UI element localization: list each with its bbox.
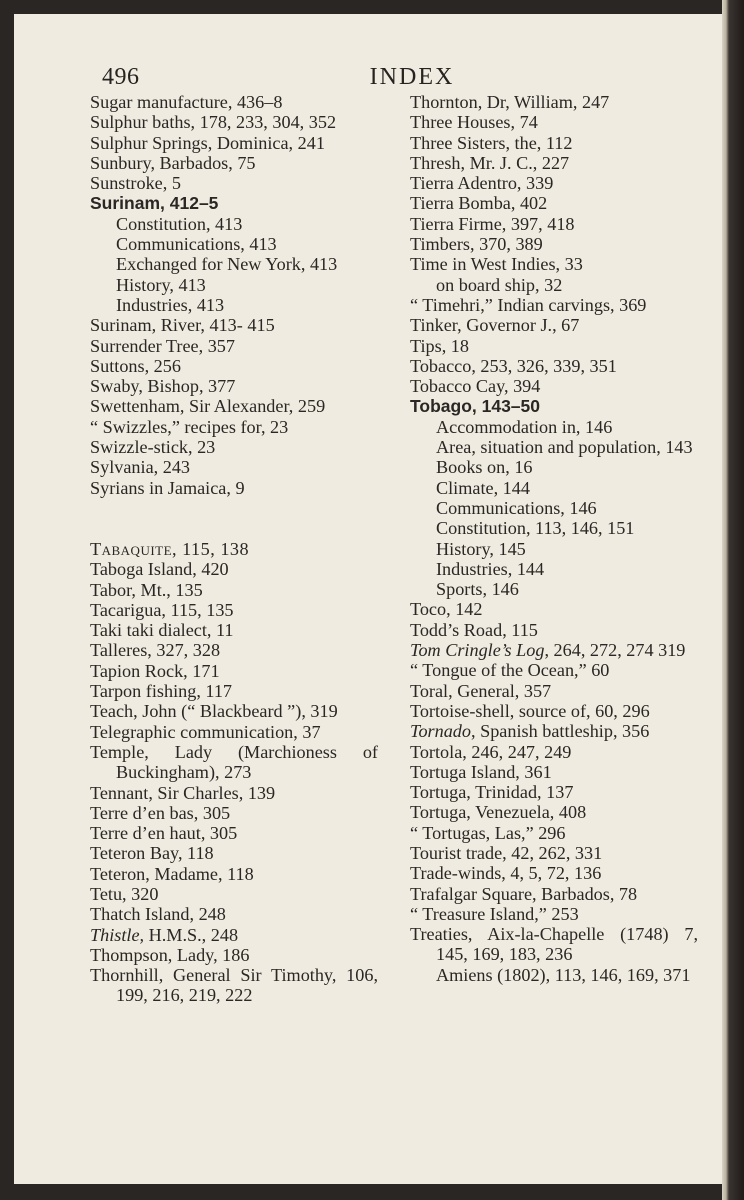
index-entry: Tobacco, 253, 326, 339, 351 — [410, 355, 617, 376]
index-column-right — [410, 92, 698, 985]
index-entry: Thresh, Mr. J. C., 227 — [410, 152, 570, 173]
index-entry: Talleres, 327, 328 — [90, 640, 221, 661]
index-entry — [410, 721, 698, 741]
index-entry — [90, 925, 378, 945]
index-entry: Teach, John (“ Blackbeard ”), 319 — [90, 701, 338, 722]
index-subentry: Books on, 16 — [436, 457, 533, 478]
index-entry: Tabor, Mt., 135 — [90, 579, 203, 600]
index-subentry: Exchanged for New York, 413 — [116, 254, 338, 275]
index-entry: “ Swizzles,” recipes for, 23 — [90, 416, 289, 437]
index-entry: Tourist trade, 42, 262, 331 — [410, 842, 603, 863]
index-entry: Toral, General, 357 — [410, 680, 552, 701]
index-entry: Taboga Island, 420 — [90, 559, 229, 580]
index-entry: Time in West Indies, 33 — [410, 254, 583, 275]
index-entry: Three Houses, 74 — [410, 112, 538, 133]
index-entry: Terre d’en bas, 305 — [90, 802, 231, 823]
index-subentry: Amiens (1802), 113, 146, 169, 371 — [436, 964, 691, 985]
entry-pages: , 264, 272, 274 319 — [544, 640, 686, 661]
index-entry: Sunbury, Barbados, 75 — [90, 152, 256, 173]
index-entry: Tierra Adentro, 339 — [410, 173, 554, 194]
index-heading-bold: Surinam, 412–5 — [90, 193, 219, 214]
index-entry: Tobacco Cay, 394 — [410, 376, 541, 397]
index-subentry: Communications, 146 — [436, 497, 597, 518]
index-subentry: on board ship, 32 — [436, 274, 563, 295]
index-entry: Sugar manufacture, 436–8 — [90, 92, 283, 112]
index-entry: Tortuga, Venezuela, 408 — [410, 802, 587, 823]
book-spine-edge — [722, 0, 744, 1200]
index-heading-bold: Tobago, 143–50 — [410, 396, 541, 417]
index-entry: Timbers, 370, 389 — [410, 234, 543, 255]
index-entry: Treaties, Aix-la-Chapelle (1748) 7, 145, 169, 183, 236 — [410, 924, 698, 965]
index-entry: Tortoise-shell, source of, 60, 296 — [410, 700, 650, 721]
index-entry: Taki taki dialect, 11 — [90, 620, 234, 641]
index-entry: “ Tortugas, Las,” 296 — [410, 822, 566, 843]
page-title: INDEX — [369, 64, 455, 90]
index-entry: “ Tongue of the Ocean,” 60 — [410, 660, 610, 681]
index-entry: Teteron Bay, 118 — [90, 843, 214, 864]
index-entry: Tortuga, Trinidad, 137 — [410, 782, 574, 803]
index-entry: Tortola, 246, 247, 249 — [410, 741, 572, 762]
entry-pages: , Spanish battleship, 356 — [471, 721, 650, 742]
index-entry: Sunstroke, 5 — [90, 173, 181, 194]
index-entry: Tortuga Island, 361 — [410, 761, 552, 782]
section-gap — [90, 498, 378, 539]
index-entry: Sylvania, 243 — [90, 457, 191, 478]
index-entry: Swettenham, Sir Alexander, 259 — [90, 396, 326, 417]
index-entry: “ Treasure Island,” 253 — [410, 903, 579, 924]
index-entry: Tierra Firme, 397, 418 — [410, 213, 575, 234]
index-subentry: Accommodation in, 146 — [436, 416, 613, 437]
book-title-italic: Tom Cringle’s Log — [410, 640, 545, 661]
index-entry: Terre d’en haut, 305 — [90, 823, 238, 844]
index-subentry: Climate, 144 — [436, 477, 530, 498]
index-subentry: Sports, 146 — [436, 579, 519, 600]
index-subentry: History, 145 — [436, 538, 526, 559]
index-entry: Trafalgar Square, Barbados, 78 — [410, 883, 638, 904]
index-entry: Three Sisters, the, 112 — [410, 132, 573, 153]
index-entry: Thornhill, General Sir Timothy, 106, 199, 216, 219, 222 — [90, 965, 378, 1006]
ship-name-italic: Tornado — [410, 721, 471, 742]
index-column-left — [90, 92, 378, 1006]
index-entry: Toco, 142 — [410, 599, 483, 620]
index-entry: Temple, Lady (Marchioness of Buckingham), 273 — [90, 741, 378, 783]
ship-name-italic: Thistle, — [90, 924, 145, 945]
index-subentry: Constitution, 413 — [116, 213, 243, 234]
index-entry: Surinam, River, 413- 415 — [90, 315, 275, 336]
index-entry: Tips, 18 — [410, 335, 469, 356]
index-subentry: Communications, 413 — [116, 234, 277, 255]
index-entry: Tarpon fishing, 117 — [90, 681, 233, 702]
index-entry: Syrians in Jamaica, 9 — [90, 477, 245, 498]
index-entry: Trade-winds, 4, 5, 72, 136 — [410, 863, 602, 884]
index-entry: Thatch Island, 248 — [90, 904, 226, 925]
entry-pages: H.M.S., 248 — [144, 924, 239, 945]
index-entry: Swaby, Bishop, 377 — [90, 376, 236, 397]
index-subentry: Industries, 413 — [116, 294, 225, 315]
index-entry: Tierra Bomba, 402 — [410, 193, 548, 214]
index-entry: Telegraphic communication, 37 — [90, 721, 321, 742]
index-subentry: Area, situation and population, 143 — [436, 437, 693, 458]
index-entry: Tennant, Sir Charles, 139 — [90, 782, 276, 803]
index-subentry: Industries, 144 — [436, 558, 545, 579]
index-entry: “ Timehri,” Indian carvings, 369 — [410, 294, 647, 315]
index-entry: Teteron, Madame, 118 — [90, 863, 254, 884]
index-entry: Thompson, Lady, 186 — [90, 944, 250, 965]
index-section-start: Tabaquite, 115, 138 — [90, 538, 250, 559]
index-entry: Surrender Tree, 357 — [90, 335, 235, 356]
index-entry: Tetu, 320 — [90, 883, 159, 904]
index-entry: Suttons, 256 — [90, 355, 181, 376]
index-subentry: Constitution, 113, 146, 151 — [436, 518, 635, 539]
index-entry: Todd’s Road, 115 — [410, 619, 538, 640]
index-entry: Thornton, Dr, William, 247 — [410, 92, 610, 112]
index-entry: Tapion Rock, 171 — [90, 660, 220, 681]
index-entry: Sulphur Springs, Dominica, 241 — [90, 132, 325, 153]
index-entry — [410, 640, 698, 660]
index-entry: Tinker, Governor J., 67 — [410, 315, 580, 336]
index-entry: Swizzle-stick, 23 — [90, 437, 216, 458]
index-subentry: History, 413 — [116, 274, 206, 295]
index-entry: Tacarigua, 115, 135 — [90, 599, 234, 620]
index-entry: Sulphur baths, 178, 233, 304, 352 — [90, 112, 337, 133]
page-number: 496 — [102, 64, 140, 90]
